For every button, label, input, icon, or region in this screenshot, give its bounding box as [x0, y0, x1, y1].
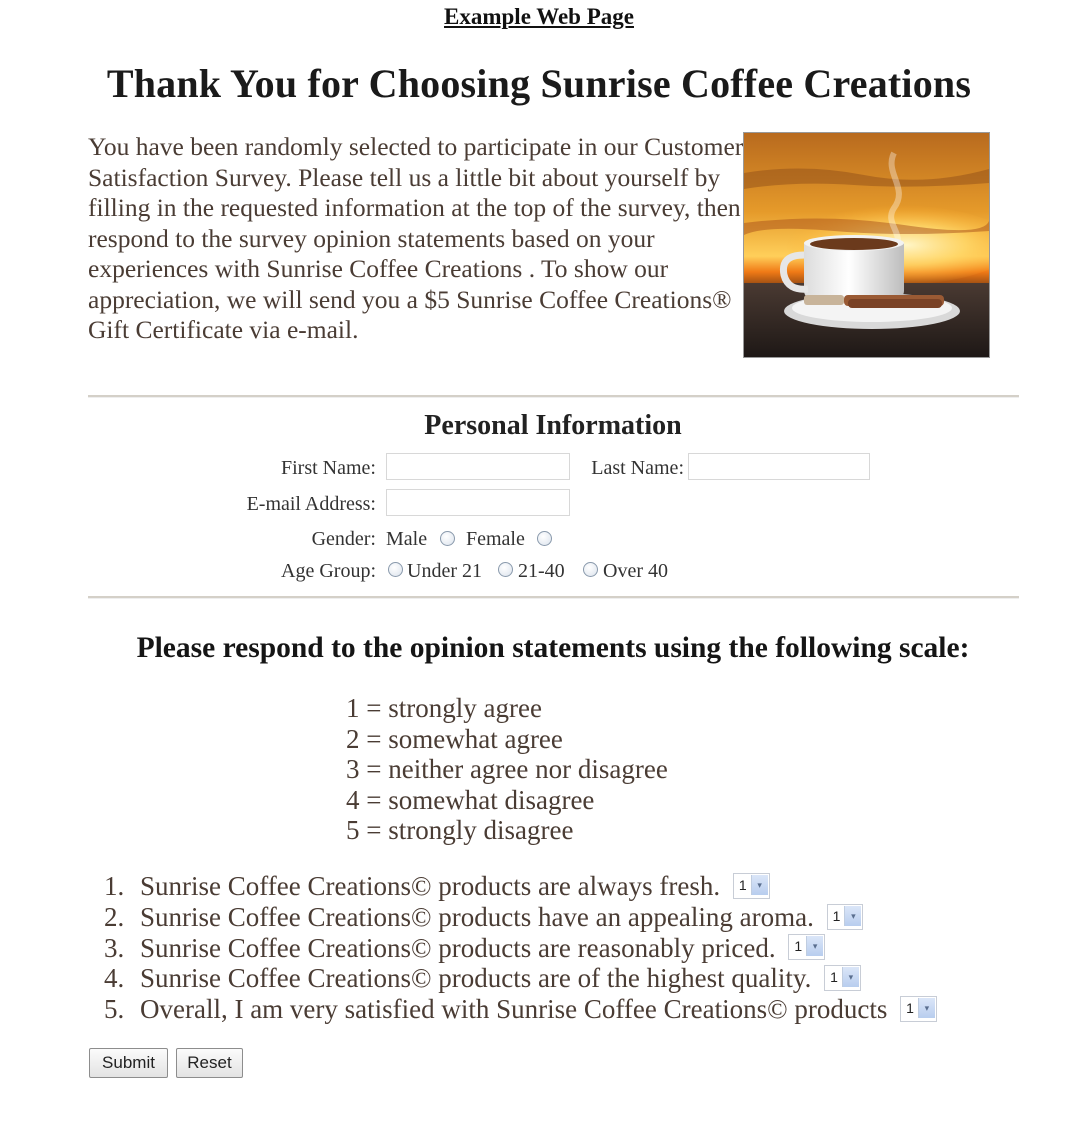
rating-select-3[interactable] — [788, 934, 825, 960]
coffee-sunrise-image — [743, 132, 990, 358]
age-21-40-radio[interactable] — [498, 562, 513, 577]
statement-text: Sunrise Coffee Creations© products have an appealing aroma. — [140, 901, 814, 932]
scale-item: 3 = neither agree nor disagree — [346, 754, 668, 784]
email-label: E-mail Address: — [246, 493, 376, 515]
dropdown-arrow-icon: ▾ — [806, 936, 823, 956]
first-name-input[interactable] — [386, 453, 570, 480]
gender-option-female-label: Female — [466, 528, 525, 550]
age-option-over-40-label: Over 40 — [603, 560, 668, 582]
statement-number: 3. — [104, 932, 125, 963]
statement-item — [104, 902, 937, 933]
rating-value: 1 — [906, 999, 914, 1016]
gender-male-radio[interactable] — [440, 531, 455, 546]
rating-value: 1 — [794, 938, 803, 955]
scale-item: 5 = strongly disagree — [346, 815, 574, 845]
last-name-label: Last Name: — [591, 457, 684, 479]
dropdown-arrow-icon: ▾ — [918, 998, 935, 1018]
gender-female-radio[interactable] — [537, 531, 552, 546]
dropdown-arrow-icon: ▾ — [842, 967, 859, 987]
rating-select-1[interactable] — [733, 873, 770, 899]
statement-text: Sunrise Coffee Creations© products are reasonably priced. — [140, 932, 776, 963]
divider-top — [88, 395, 1019, 398]
rating-value: 1 — [832, 907, 841, 924]
statement-list — [104, 871, 937, 1025]
first-name-label: First Name: — [281, 457, 376, 479]
scale-list — [346, 693, 668, 846]
page-title: Example Web Page — [444, 4, 634, 29]
statement-text: Sunrise Coffee Creations© products are always fresh. — [140, 871, 721, 901]
statement-number: 2. — [104, 901, 125, 932]
divider-bottom — [88, 596, 1019, 599]
submit-button[interactable]: Submit — [89, 1048, 168, 1078]
statement-item — [104, 963, 937, 994]
personal-info-title: Personal Information — [424, 410, 682, 441]
statement-item — [104, 871, 937, 902]
rating-select-4[interactable] — [824, 965, 861, 991]
age-under-21-radio[interactable] — [388, 562, 403, 577]
scale-item: 2 = somewhat agree — [346, 723, 563, 754]
age-over-40-radio[interactable] — [583, 562, 598, 577]
gender-option-male-label: Male — [386, 528, 428, 550]
statement-item — [104, 994, 937, 1025]
last-name-input[interactable] — [688, 453, 870, 480]
age-group-label: Age Group: — [281, 560, 376, 582]
intro-paragraph: You have been randomly selected to participate in our Customer Satisfaction Survey. Please tell us a little bit about yourself by filling in the requested information at the top of the survey, then respond to the survey opinion statements based on your experiences with Sunrise Coffee Creations . To show our appreciation, we will send you a $5 Sunrise Coffee Creations® Gift Certificate via e-mail. — [88, 132, 744, 344]
scale-item: 4 = somewhat disagree — [346, 784, 595, 815]
age-option-21-40-label: 21-40 — [518, 560, 565, 582]
scale-heading: Please respond to the opinion statements using the following scale: — [136, 632, 970, 664]
age-option-under-21-label: Under 21 — [407, 560, 482, 582]
rating-value: 1 — [830, 969, 838, 986]
statement-number: 4. — [104, 963, 125, 994]
email-input[interactable] — [386, 489, 570, 516]
reset-button[interactable]: Reset — [176, 1048, 243, 1078]
gender-label: Gender: — [311, 528, 376, 550]
dropdown-arrow-icon: ▾ — [751, 875, 768, 895]
statement-number: 1. — [104, 871, 125, 901]
statement-item — [104, 933, 937, 964]
rating-select-5[interactable] — [900, 996, 937, 1022]
rating-select-2[interactable] — [827, 904, 864, 930]
rating-value: 1 — [738, 876, 747, 893]
statement-text: Sunrise Coffee Creations© products are of the highest quality. — [140, 963, 812, 994]
statement-text: Overall, I am very satisfied with Sunrise Coffee Creations© products — [140, 994, 888, 1025]
dropdown-arrow-icon: ▾ — [844, 906, 861, 926]
scale-item: 1 = strongly agree — [346, 693, 542, 723]
statement-number: 5. — [104, 994, 125, 1025]
main-heading: Thank You for Choosing Sunrise Coffee Creations — [106, 61, 972, 106]
